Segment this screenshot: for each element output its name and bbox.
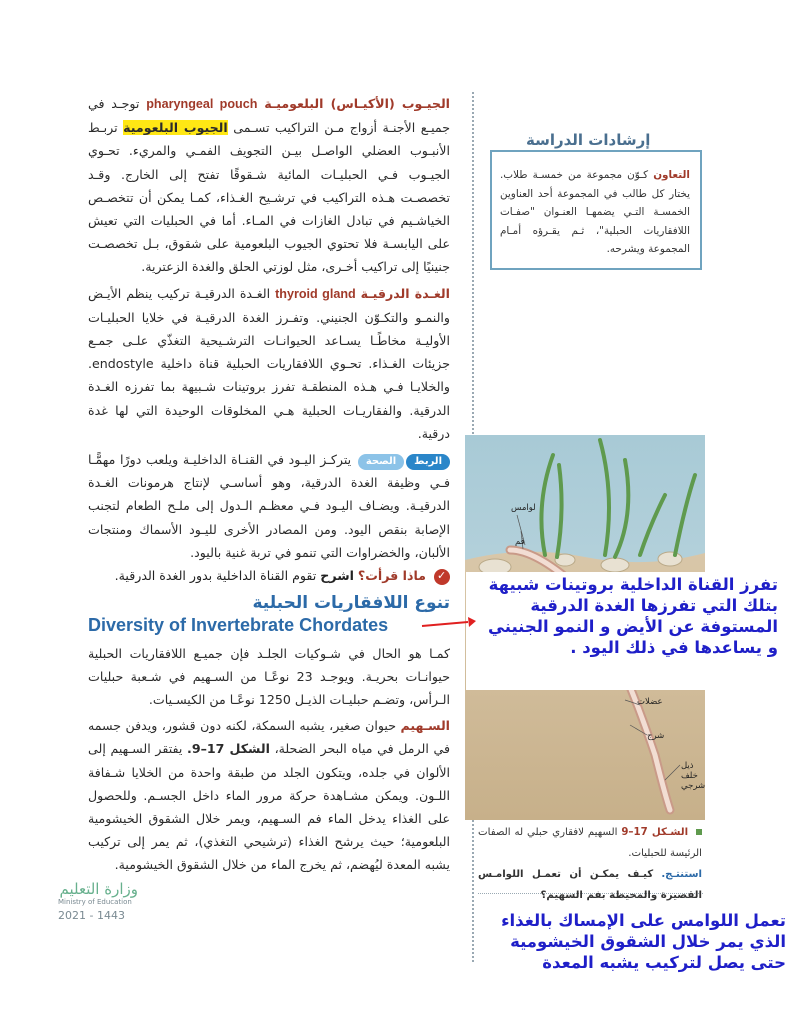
paragraph-diversity: كمـا هو الحال في شـوكيات الجلـد فإن جميـع اللافقاريات الحبلية حيوانـات بحريـة. ويوجـد 23 نوعًـا من السـهيم في شـعبة حبليات الـرأس، وتضـم حبليـات الذيـل 1250 نوعًـا من الكيسـيات.	[88, 645, 450, 707]
paragraph-pharyngeal-pouch	[88, 92, 450, 279]
thyroid-text: الغـدة الدرقيـة تركيب ينظم الأيـض والنمـو والتكـوّن الجنيني. وتفـرز الغدة الدرقيـة في خلايا الحبليـات الأوليـة مخاطًـا يسـاعد الحيوانـات الترشـيحية التغذّي علـى جمـع جزيئات الغـذاء. تحـوي اللافقاريات الحبلية قناة داخلية endostyle. والخلايـا فـي هـذه المنطقـة تفرز بروتينات شـبيهة بما تفرزه الغـدة الدرقية. والفقاريـات الحبلية هـي المخلوقات الوحيدة التي لها غدة درقية.	[88, 285, 450, 441]
study-tips-strong: التعاون	[653, 169, 690, 181]
label-tentacles: لوامس	[511, 503, 536, 513]
term-pharyngeal-pouch-ar: الجيـوب (الأكيـاس) البلعوميـة	[264, 96, 450, 111]
caption-question-label: استنتـج.	[661, 869, 702, 880]
lancelet-text-b: يفتقر السـهيم إلى الألوان في جلده، ويتكون الجلد من طبقة واحدة من الخلايا شـفافة اللـون. ويمكن مشـاهدة حركة مرور الماء داخل الجسـم. وللحصول على الغذاء يدخل الماء فم السـهيم، ويمر خلال الشقوق الخيشومية البلعومية؛ حيث يرشح الغذاء (ترشيحي التغذي)، ثم يمر إلى تركيب يشبه المعدة ليُهضم، ثم يخرج الماء من خلال الشقوق الخيشومية.	[88, 741, 450, 873]
annotation-tentacles: تعمل اللوامس على الإمساك بالغذاء الذي يمر خلال الشقوق الخيشومية حتى يصل لتركيب يشبه المعدة	[501, 911, 786, 972]
caption-marker-icon	[696, 829, 702, 835]
study-tips-text: كـوّن مجموعة من خمسـة طلاب. يختار كل طالب في المجموعة أحد العناوين الخمسـة التـي يضمهـا العنـوان "صفـات اللافقاريات الحبلية"، ثـم يقـرؤه أمـام المجموعة ويشرحه.	[500, 169, 690, 255]
ministry-logo-en: Ministry of Education	[58, 898, 132, 906]
caption-number: الشـكل 17–9	[621, 827, 689, 838]
lancelet-text-a: حيوان صغير، يشبه السمكة، لكنه دون قشور، ويدفن جسمه في الرمل في مياه البحر الضحلة،	[88, 718, 450, 757]
label-tail: ذيل خلف شرجي	[681, 761, 705, 791]
label-muscles: عضلات	[637, 697, 663, 707]
caption-text: السهيم لافقاري حبلي له الصفات الرئيسة للحبليات.	[478, 827, 702, 859]
pharyngeal-text-a: توجـد في جميـع الأجنـة أزواج مـن التراكيب تسـمى	[88, 96, 450, 136]
edition-year: 2021 - 1443	[58, 909, 125, 922]
reading-check-verb: اشرح	[320, 568, 354, 584]
term-lancelet: السـهيم	[400, 718, 450, 734]
reading-check	[88, 568, 450, 585]
label-anus: شرج	[647, 731, 665, 741]
health-badge: الصحة	[358, 454, 404, 470]
section-title-en: Diversity of Invertebrate Chordates	[88, 614, 389, 635]
label-mouth: فم	[515, 537, 525, 547]
ministry-logo	[58, 880, 138, 922]
paragraph-lancelet	[88, 714, 450, 876]
check-icon	[434, 569, 450, 585]
annotation-arrow-icon	[418, 616, 478, 636]
highlighted-term: الجيوب البلعومية	[123, 120, 228, 136]
section-title-ar: تنوع اللافقاريات الحبلية	[252, 592, 450, 613]
reading-check-text: تقوم القناة الداخلية بدور الغدة الدرقية.	[114, 568, 317, 584]
term-thyroid-ar: الغـدة الدرقيـة	[360, 285, 450, 301]
paragraph-thyroid	[88, 282, 450, 445]
pharyngeal-text-b: تربـط الأنبـوب العضلي الواصـل بيـن التجويف الفمـي والمريء. تحـوي الجيـوب فـي الحبليـات المائية شـقوقًا تفتح إلى الخارج. وقـد تخصصـت هـذه التراكيب في ترشـيح الغـذاء، كمـا يمكن أن تتخصـص الخياشـيم في تبادل الغازات في المـاء. أما في الحبليات التي تعيش على اليابسـة فلا تحتوي الجيوب البلعومية على شقوق، بـل تخصصـت جنينيًا إلى تراكيب أخـرى، مثل لوزتي الحلق والغدة الزعترية.	[88, 120, 450, 275]
caption-question-text: كيـف يمكـن أن تعمـل اللوامـس القصيرة والمحيطة بفم السهيم؟	[478, 869, 702, 901]
reading-check-question: ماذا قرأت؟	[357, 568, 426, 584]
study-tips-box	[490, 150, 702, 270]
connection-badge: الربط	[406, 454, 450, 470]
study-tips-content	[500, 166, 690, 259]
figure-reference: الشكل 17–9.	[187, 741, 270, 757]
iodine-text: يتركـز اليـود في القنـاة الداخليـة ويلعب دورًا مهمًّـا فـي وظيفة الغدة الدرقية، وهو أساسـي لإنتاج هرمونات الغـدة الدرقيـة. ويضـاف اليـود فـي معظـم الـدول إلى ملـح الطعام لتجنب الإصابة بنقص اليود. ومن المصادر الأخرى لليـود الأسماك ومنتجات الألبان، والخضراوات التي تنمو في تربة غنية باليود.	[88, 452, 450, 560]
term-thyroid-en: thyroid gland	[275, 286, 356, 301]
study-tips-title: إرشادات الدراسة	[518, 131, 658, 149]
annotation-endostyle: تفرز القناة الداخلية بروتينات شبيهة بتلك التي تفرزها الغدة الدرقية المستوفة عن الأيض و النمو الجنيني و يساعدها في ذلك اليود .	[466, 572, 784, 690]
paragraph-iodine	[88, 448, 450, 564]
main-column	[88, 92, 450, 880]
ministry-logo-ar: وزارة التعليم	[59, 880, 138, 898]
figure-caption	[478, 822, 702, 906]
term-pharyngeal-pouch-en: pharyngeal pouch	[146, 97, 258, 111]
